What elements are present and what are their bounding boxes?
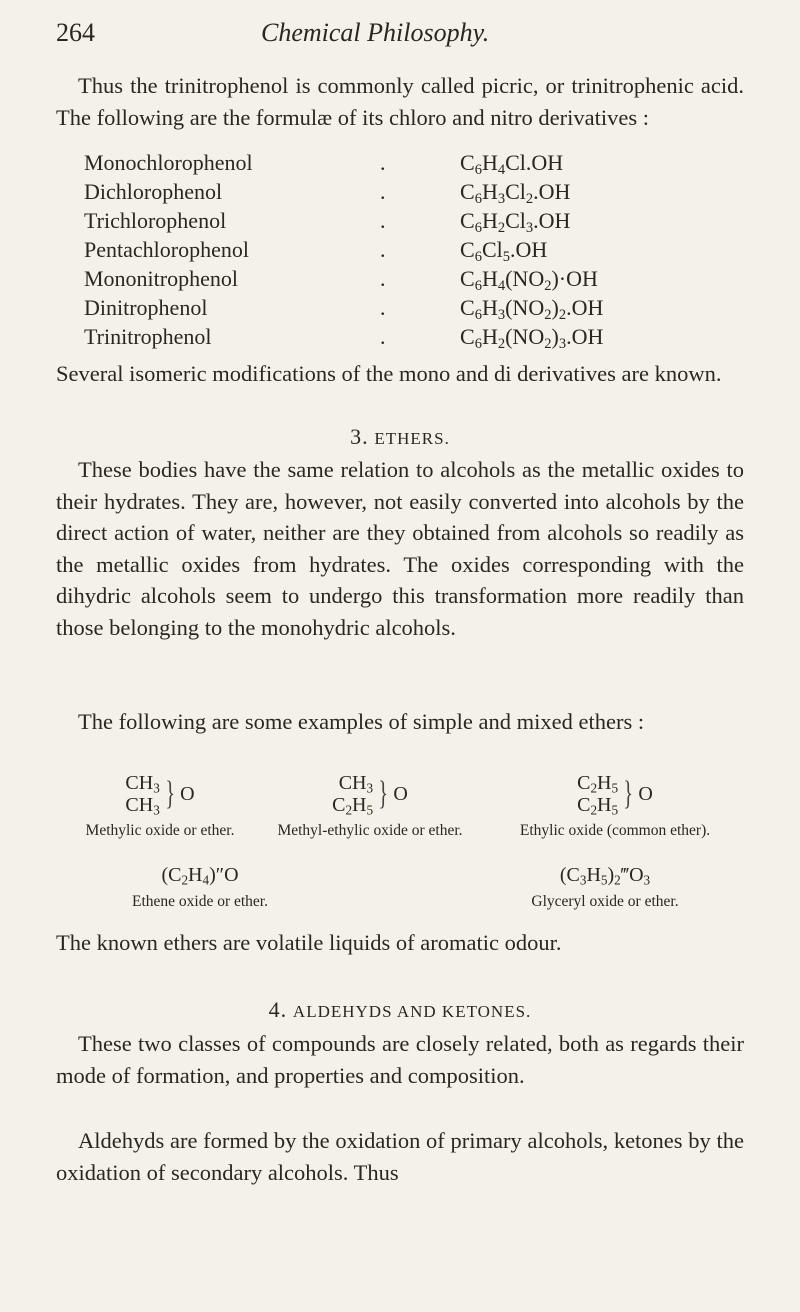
compound-name: Trinitrophenol xyxy=(84,324,212,349)
formula-subscript: 3 xyxy=(579,872,587,888)
formula-text: .OH xyxy=(566,295,604,320)
aldehyds-paragraph-1: These two classes of compounds are closely related, both as regards their mode of formation, and properties and composition. xyxy=(56,1031,744,1088)
derivative-row xyxy=(84,295,724,324)
formula-subscript: 3 xyxy=(497,307,506,324)
leader-dot: . xyxy=(380,179,386,204)
formula-subscript: 5 xyxy=(366,802,374,818)
brace-glyph: } xyxy=(623,775,634,812)
compound-name: Dinitrophenol xyxy=(84,295,208,320)
formula-text: H xyxy=(586,864,601,886)
formula-subscript: 6 xyxy=(474,220,482,237)
running-title: Chemical Philosophy. xyxy=(261,18,490,47)
formula-text: C xyxy=(577,794,591,816)
formula-subscript: 2 xyxy=(525,191,534,208)
leader-dot: . xyxy=(380,266,386,291)
derivative-row xyxy=(84,237,724,266)
ether-formula xyxy=(470,864,740,887)
oxygen-symbol: O xyxy=(638,783,653,805)
formula-subscript: 2 xyxy=(544,336,552,353)
ether-example xyxy=(90,864,310,911)
ether-formula xyxy=(332,772,408,816)
formula-text: ‴O xyxy=(620,864,644,886)
leader-dot: . xyxy=(380,150,386,175)
ethers-paragraph-1: These bodies have the same relation to alcohols as the metallic oxides to their hydrates. They are, however, not easily converted into alcohols by the direct action of water, neither are they obtained from alcohols so readily as the metallic oxides from hydrates. The oxides corresponding with the dihydric alcohols seem to undergo this transformation more readily than those belonging to the monohydric alcohols. xyxy=(56,457,744,640)
leader-dot: . xyxy=(380,295,386,320)
formula-text: H xyxy=(352,794,367,816)
formula-text: H xyxy=(481,179,498,204)
compound-name: Mononitrophenol xyxy=(84,266,238,291)
compound-name: Trichlorophenol xyxy=(84,208,227,233)
formula-text: H xyxy=(597,794,612,816)
radical-bottom xyxy=(332,794,373,816)
formula-text: (C xyxy=(559,864,580,886)
formula-subscript: 5 xyxy=(611,802,619,818)
formula-subscript: 3 xyxy=(497,191,506,208)
section-heading-aldehyds: 4. ALDEHYDS AND KETONES. xyxy=(268,997,532,1022)
formula-text: H xyxy=(597,772,612,794)
formula-subscript: 2 xyxy=(181,872,189,888)
formula-text: (C xyxy=(161,864,182,886)
compound-name: Pentachlorophenol xyxy=(84,237,249,262)
derivatives-table xyxy=(84,150,724,353)
formula-subscript: 6 xyxy=(474,191,482,208)
ether-caption: Glyceryl oxide or ether. xyxy=(531,893,679,910)
aldehyds-paragraph-2: Aldehyds are formed by the oxidation of primary alcohols, ketones by the oxidation of secondary alcohols. Thus xyxy=(56,1128,744,1185)
formula-subscript: 2 xyxy=(345,802,353,818)
formula-text: .OH xyxy=(533,208,571,233)
formula-text: C xyxy=(460,179,475,204)
formula-subscript: 3 xyxy=(366,780,374,796)
formula-text: ) xyxy=(551,324,559,349)
formula-text: Cl.OH xyxy=(505,150,564,175)
intro-paragraph: Thus the trinitrophenol is commonly called picric, or trinitrophenic acid. The following are the formulæ of its chloro and nitro derivatives : xyxy=(56,73,744,130)
oxygen-symbol: O xyxy=(393,783,408,805)
page-number: 264 xyxy=(56,18,95,47)
ether-example xyxy=(470,864,740,911)
isomeric-note: Several isomeric modifications of the mono and di derivatives are known. xyxy=(56,361,722,386)
compound-formula xyxy=(460,295,604,324)
formula-text: (NO xyxy=(505,295,545,320)
formula-subscript: 2 xyxy=(590,802,598,818)
formula-text: .OH xyxy=(533,179,571,204)
ether-caption: Ethene oxide or ether. xyxy=(131,893,268,910)
formula-subscript: 3 xyxy=(153,780,160,796)
radical-bottom xyxy=(125,794,159,816)
formula-subscript: 6 xyxy=(474,162,482,179)
formula-text: H xyxy=(481,295,498,320)
ether-caption: Ethylic oxide (common ether). xyxy=(519,822,711,839)
leader-dot: . xyxy=(380,324,386,349)
derivative-row xyxy=(84,179,724,208)
formula-subscript: 3 xyxy=(643,872,651,888)
ether-formula xyxy=(90,864,310,887)
page-header xyxy=(56,18,756,58)
ether-example xyxy=(265,772,475,840)
ether-caption: Methyl-ethylic oxide or ether. xyxy=(277,822,463,839)
ethers-conclusion: The known ethers are volatile liquids of aromatic odour. xyxy=(56,930,562,955)
compound-formula xyxy=(460,150,564,179)
formula-subscript: 6 xyxy=(474,278,482,295)
compound-name: Dichlorophenol xyxy=(84,179,223,204)
compound-formula xyxy=(460,324,604,353)
oxygen-symbol: O xyxy=(180,783,195,805)
derivative-row xyxy=(84,208,724,237)
formula-text: H xyxy=(481,150,498,175)
formula-subscript: 2 xyxy=(544,278,552,295)
formula-subscript: 2 xyxy=(614,872,621,888)
formula-text: )″O xyxy=(209,864,239,886)
brace-glyph: } xyxy=(165,775,175,812)
formula-text: C xyxy=(577,772,591,794)
formula-text: Cl xyxy=(505,208,526,233)
formula-subscript: 2 xyxy=(590,780,598,796)
formula-subscript: 5 xyxy=(600,872,608,888)
formula-text: Cl xyxy=(481,237,503,262)
formula-text: (NO xyxy=(505,266,545,291)
compound-formula xyxy=(460,266,598,295)
formula-subscript: 5 xyxy=(611,780,619,796)
derivative-row xyxy=(84,266,724,295)
compound-formula xyxy=(460,208,571,237)
formula-text: ) xyxy=(607,864,615,886)
formula-subscript: 4 xyxy=(497,278,506,295)
formula-subscript: 4 xyxy=(202,872,210,888)
leader-dot: . xyxy=(380,208,386,233)
formula-text: CH xyxy=(125,772,154,794)
formula-text: H xyxy=(188,864,203,886)
formula-subscript: 3 xyxy=(525,220,534,237)
radical-top xyxy=(125,772,159,794)
formula-text: H xyxy=(481,266,498,291)
formula-text: .OH xyxy=(510,237,548,262)
formula-subscript: 4 xyxy=(497,162,506,179)
formula-subscript: 6 xyxy=(474,307,482,324)
section-heading-ethers: 3. ETHERS. xyxy=(350,424,450,449)
formula-subscript: 5 xyxy=(502,249,511,266)
compound-name: Monochlorophenol xyxy=(84,150,253,175)
radical-bottom xyxy=(577,794,618,816)
formula-subscript: 2 xyxy=(497,220,506,237)
formula-text: )·OH xyxy=(551,266,598,291)
formula-text: (NO xyxy=(505,324,545,349)
ether-example xyxy=(60,772,260,840)
radical-top xyxy=(577,772,618,794)
formula-text: .OH xyxy=(566,324,604,349)
formula-text: H xyxy=(481,324,498,349)
ether-formula xyxy=(577,772,653,816)
formula-subscript: 6 xyxy=(474,336,482,353)
formula-text: C xyxy=(460,237,475,262)
formula-text: H xyxy=(481,208,498,233)
formula-text: C xyxy=(460,324,475,349)
formula-text: C xyxy=(332,794,346,816)
formula-text: C xyxy=(460,208,475,233)
formula-subscript: 2 xyxy=(558,307,567,324)
formula-text: CH xyxy=(125,794,154,816)
formula-text: C xyxy=(460,150,475,175)
formula-subscript: 6 xyxy=(474,249,482,266)
formula-subscript: 3 xyxy=(153,802,160,818)
formula-subscript: 2 xyxy=(497,336,506,353)
radical-top xyxy=(339,772,373,794)
leader-dot: . xyxy=(380,237,386,262)
formula-text: Cl xyxy=(505,179,526,204)
ethers-paragraph-2: The following are some examples of simple and mixed ethers : xyxy=(78,709,645,734)
derivative-row xyxy=(84,324,724,353)
formula-text: C xyxy=(460,295,475,320)
ether-example xyxy=(480,772,750,840)
ether-caption: Methylic oxide or ether. xyxy=(85,822,235,839)
ether-formula xyxy=(125,772,194,816)
brace-glyph: } xyxy=(378,775,389,812)
formula-text: C xyxy=(460,266,475,291)
formula-text: CH xyxy=(338,772,367,794)
formula-text: ) xyxy=(551,295,559,320)
formula-subscript: 2 xyxy=(544,307,552,324)
formula-subscript: 3 xyxy=(558,336,567,353)
compound-formula xyxy=(460,179,571,208)
compound-formula xyxy=(460,237,548,266)
derivative-row xyxy=(84,150,724,179)
